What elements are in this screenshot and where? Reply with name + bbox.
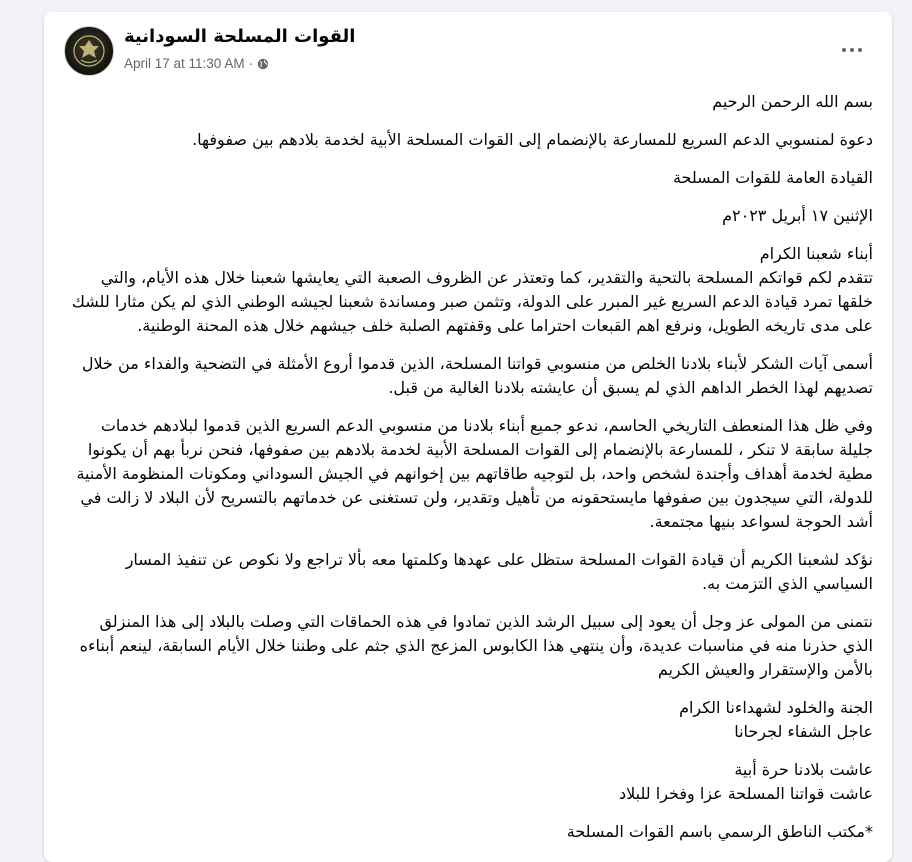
post-paragraph: وفي ظل هذا المنعطف التاريخي الحاسم، ندعو جميع أبناء بلادنا من منسوبي الدعم السريع الذين قدموا لبلادهم خدمات جليلة سابقة لا تنكر ، للمسارعة بالإنضمام إلى القوات المسلحة الأبية لخدمة بلادهم بين صفوفها، فنحن نربأ بهم أن يكونوا مطية لخدمة أهداف وأجندة لشخص واحد، بل لتوجيه طاقاتهم بين إخوانهم في الجيش السوداني ومكونات المنظومة الأمنية للدولة، التي سيجدون بين صفوفها مايستحقونه من تأهيل وتقدير، ولن تستغنى عن خدماتهم بالتسريح لأن البلاد لا زالت في أشد الحوجة لسواعد بنيها مجتمعة. [76,416,873,531]
army-emblem-icon [72,34,106,68]
post-meta [124,56,269,71]
post-paragraph: دعوة لمنسوبي الدعم السريع للمسارعة بالإنضمام إلى القوات المسلحة الأبية لخدمة بلادهم بين صفوفها. [192,130,873,149]
post-body [44,90,892,844]
post-paragraph: الجنة والخلود لشهداءنا الكرام [679,698,873,717]
post-paragraph: عاجل الشفاء لجرحانا [734,722,873,741]
more-options-button[interactable] [834,38,870,62]
post-timestamp[interactable]: April 17 at 11:30 AM [124,56,245,71]
globe-icon [257,58,269,70]
post-signature: *مكتب الناطق الرسمي باسم القوات المسلحة [566,822,873,841]
post-paragraph: تتقدم لكم قواتكم المسلحة بالتحية والتقدير، كما وتعتذر عن الظروف الصعبة التي يعايشها شعبنا خلال هذه الأيام، والتي خلقها تمرد قيادة الدعم السريع غير المبرر على الدولة، وتثمن صبر ومساندة شعبنا لجيشه الوطني الذي لم يكن مثارا للشك على مدى تاريخه الطويل، ونرفع اهم القبعات احتراما على وقفتهم الصلبة خلف جيشهم خلال هذه المحنة الوطنية. [71,268,873,335]
post-paragraph: عاشت بلادنا حرة أبية [734,760,873,779]
post-paragraph: نتمنى من المولى عز وجل أن يعود إلى سبيل الرشد الذين تمادوا في هذه الحماقات التي وصلت بالبلاد إلى هذا المنزلق الذي حذرنا منه في مناسبات عديدة، وأن ينتهي هذا الكابوس المزعج الذي جثم على وطننا خلال الأيام السابقة، لينعم أبناءه بالأمن والإستقرار والعيش الكريم [79,612,873,679]
post-paragraph: بسم الله الرحمن الرحيم [712,92,873,111]
meta-separator: · [248,56,254,71]
page-name[interactable]: القوات المسلحة السودانية [124,26,356,47]
post-paragraph: أسمى آيات الشكر لأبناء بلادنا الخلص من منسوبي قواتنا المسلحة، الذين قدموا أروع الأمثلة في التضحية والفداء من خلال تصديهم لهذا الخطر الداهم الذي لم يسبق أن عايشته بلادنا الغالية من قبل. [81,354,873,397]
post-paragraph: عاشت قواتنا المسلحة عزا وفخرا للبلاد [619,784,873,803]
more-options-icon [842,48,846,52]
page-avatar[interactable] [64,26,114,76]
post-paragraph: نؤكد لشعبنا الكريم أن قيادة القوات المسلحة ستظل على عهدها وكلمتها معه بألا تراجع ولا نكوص عن تنفيذ المسار السياسي الذي التزمت به. [125,550,873,593]
post-paragraph: القيادة العامة للقوات المسلحة [672,168,873,187]
post-card [44,12,892,862]
post-paragraph: الإثنين ١٧ أبريل ٢٠٢٣م [722,206,873,225]
post-paragraph: أبناء شعبنا الكرام [759,244,873,263]
post-header [44,12,892,90]
